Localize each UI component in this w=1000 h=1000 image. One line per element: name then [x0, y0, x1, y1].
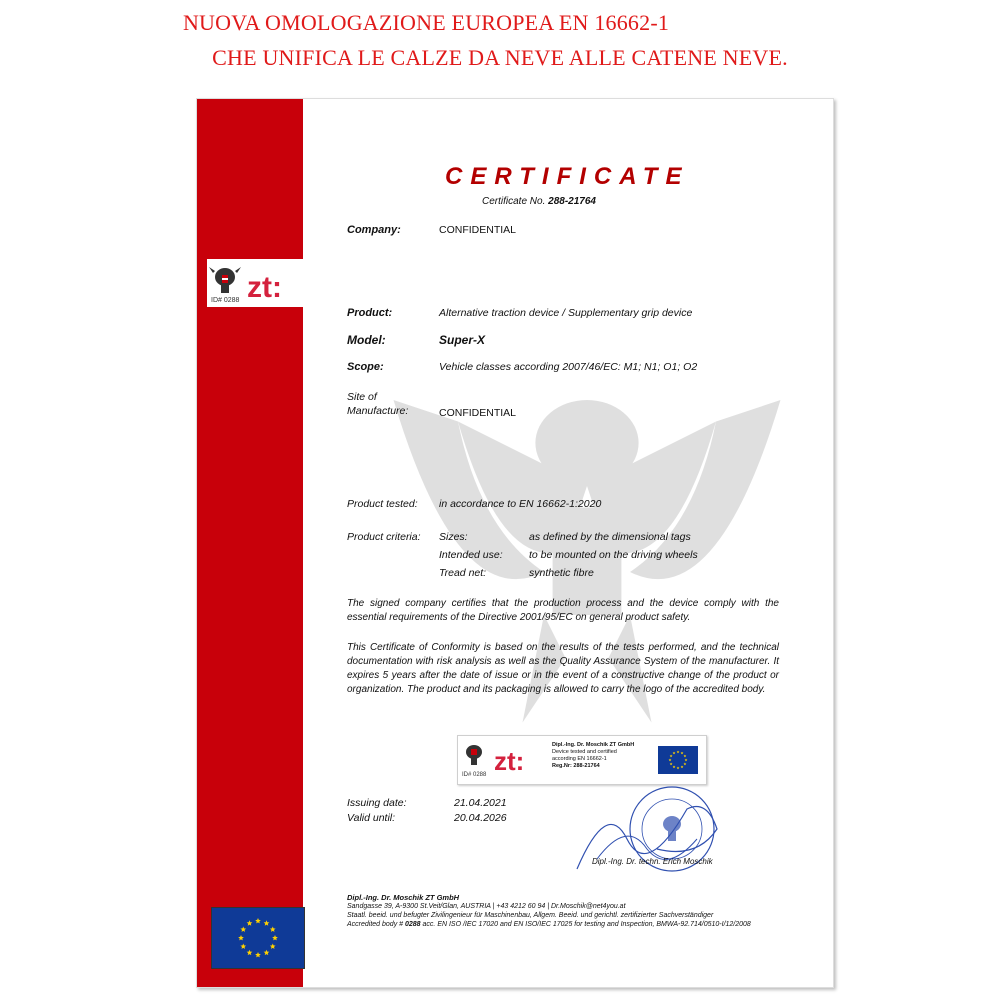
- logo-zt-text: zt:: [247, 271, 282, 304]
- stamp-id-text: ID# 0288: [462, 772, 487, 778]
- eu-star-icon: [685, 759, 688, 762]
- criteria-item: [439, 549, 759, 567]
- eu-star-icon: [255, 918, 261, 923]
- scope-row: [347, 361, 807, 373]
- eu-star-icon: [670, 755, 673, 758]
- eu-star-icon: [270, 944, 276, 949]
- model-value: Super-X: [439, 333, 486, 347]
- eu-star-icon: [255, 952, 261, 957]
- eu-star-icon: [247, 950, 253, 955]
- eu-star-icon: [684, 755, 687, 758]
- eu-star-icon: [247, 920, 253, 925]
- footer-address: Sandgasse 39, A-9300 St.Veit/Glan, AUSTRIA | +43 4212 60 94 | Dr.Moschik@net4you.at: [347, 903, 626, 910]
- stamp-line-4: Reg.Nr: 288-21764: [552, 763, 600, 769]
- footer-qualification: Staatl. beeid. und befugter Zivilingenieur für Maschinenbau, Allgem. Beeid. und gerichtl. zertifizierter Sachverständiger: [347, 912, 714, 919]
- certificate-number-label: Certificate No.: [482, 196, 546, 207]
- eu-star-icon: [264, 950, 270, 955]
- stamp-line-2: Device tested and certified: [552, 749, 617, 755]
- eu-stars-icon: [212, 908, 304, 968]
- tested-label: Product tested:: [347, 498, 418, 510]
- headline-line-2: CHE UNIFICA LE CALZE DA NEVE ALLE CATENE NEVE.: [212, 45, 788, 70]
- certificate-title: CERTIFICATE: [445, 163, 690, 190]
- eu-star-icon: [673, 752, 676, 755]
- issuing-label: Issuing date:: [347, 797, 407, 809]
- stamp-eu-flag: [658, 746, 698, 774]
- criteria-row: [347, 531, 807, 579]
- red-side-bar: [197, 99, 303, 987]
- eu-star-icon: [272, 935, 278, 940]
- product-row: [347, 307, 807, 319]
- criteria-key: Intended use:: [439, 549, 503, 561]
- site-label-line-2: Manufacture:: [347, 405, 409, 417]
- criteria-key: Tread net:: [439, 567, 487, 579]
- eu-flag: [211, 907, 305, 969]
- company-label: Company:: [347, 224, 401, 236]
- company-value: CONFIDENTIAL: [439, 224, 517, 236]
- stamp-logo-icon: [458, 736, 548, 782]
- official-seal-icon: [567, 779, 727, 889]
- eu-star-icon: [240, 927, 246, 932]
- criteria-label: Product criteria:: [347, 531, 421, 543]
- site-row: [347, 391, 807, 417]
- model-label: Model:: [347, 333, 386, 347]
- stamp-line-3: according EN 16662-1: [552, 756, 607, 762]
- footer-accredited-rest: acc. EN ISO /IEC 17020 and EN ISO/IEC 17025 for testing and Inspection, BMWA-92.714/0510-I/12/2008: [422, 921, 751, 928]
- certificate-footer: [347, 893, 807, 929]
- zt-logo: [207, 259, 303, 307]
- eu-star-icon: [270, 927, 276, 932]
- eu-star-icon: [669, 759, 672, 762]
- issuing-value: 21.04.2021: [454, 797, 507, 809]
- eu-star-icon: [673, 765, 676, 768]
- certificate-number-value: 288-21764: [548, 196, 596, 207]
- stamp-eu-stars-icon: [658, 746, 698, 774]
- tested-value: in accordance to EN 16662-1:2020: [439, 498, 602, 510]
- footer-company: Dipl.-Ing. Dr. Moschik ZT GmbH: [347, 893, 460, 902]
- certification-stamp: [457, 735, 707, 785]
- valid-value: 20.04.2026: [454, 812, 507, 824]
- criteria-value: as defined by the dimensional tags: [529, 531, 691, 543]
- eu-star-icon: [238, 935, 244, 940]
- signature-caption: Dipl.-Ing. Dr. techn. Erich Moschik: [592, 857, 713, 866]
- certificate-number: [482, 196, 596, 207]
- eu-star-icon: [677, 767, 680, 770]
- eu-star-icon: [681, 765, 684, 768]
- product-value: Alternative traction device / Supplementary grip device: [439, 307, 693, 319]
- eu-star-icon: [681, 752, 684, 755]
- company-row: [347, 224, 807, 236]
- criteria-item: [439, 567, 759, 585]
- stamp-text: [552, 742, 646, 770]
- footer-accredited-number: 0288: [405, 921, 421, 928]
- headline-line-1: NUOVA OMOLOGAZIONE EUROPEA EN 16662-1: [182, 10, 670, 35]
- criteria-list: [439, 531, 759, 585]
- conformity-paragraph-1: The signed company certifies that the production process and the device comply with the essential requirements of the Directive 2001/95/EC on general product safety.: [347, 598, 779, 623]
- stamp-zt-text: zt:: [494, 746, 525, 776]
- logo-id-text: ID# 0288: [211, 297, 240, 304]
- footer-accredited-prefix: Accredited body #: [347, 921, 404, 928]
- site-value: CONFIDENTIAL: [439, 407, 517, 419]
- certificate-content: [347, 99, 807, 987]
- scope-value: Vehicle classes according 2007/46/EC: M1; N1; O1; O2: [439, 361, 698, 373]
- certificate-document: [196, 98, 834, 988]
- product-label: Product:: [347, 307, 393, 319]
- criteria-key: Sizes:: [439, 531, 468, 543]
- eu-star-icon: [264, 920, 270, 925]
- footer-accreditation: [347, 920, 807, 929]
- eu-star-icon: [240, 944, 246, 949]
- eu-star-icon: [670, 763, 673, 766]
- eagle-logo-icon: [207, 259, 303, 307]
- model-row: [347, 333, 807, 347]
- criteria-value: to be mounted on the driving wheels: [529, 549, 698, 561]
- eu-star-icon: [677, 751, 680, 754]
- criteria-value: synthetic fibre: [529, 567, 594, 579]
- site-label-line-1: Site of: [347, 391, 377, 403]
- eu-star-icon: [684, 763, 687, 766]
- conformity-paragraph-2: This Certificate of Conformity is based on the results of the tests performed, and the technical documentation with risk analysis as well as the Quality Assurance System of the manufacturer. It expires 5 years after the date of issue or in the event of a constructive change of the product or organization. The product and its packaging is allowed to carry the logo of the accredited body.: [347, 642, 779, 695]
- tested-row: [347, 498, 807, 510]
- stamp-line-1: Dipl.-Ing. Dr. Moschik ZT GmbH: [552, 742, 635, 748]
- criteria-item: [439, 531, 759, 549]
- scope-label: Scope:: [347, 361, 384, 373]
- valid-label: Valid until:: [347, 812, 396, 824]
